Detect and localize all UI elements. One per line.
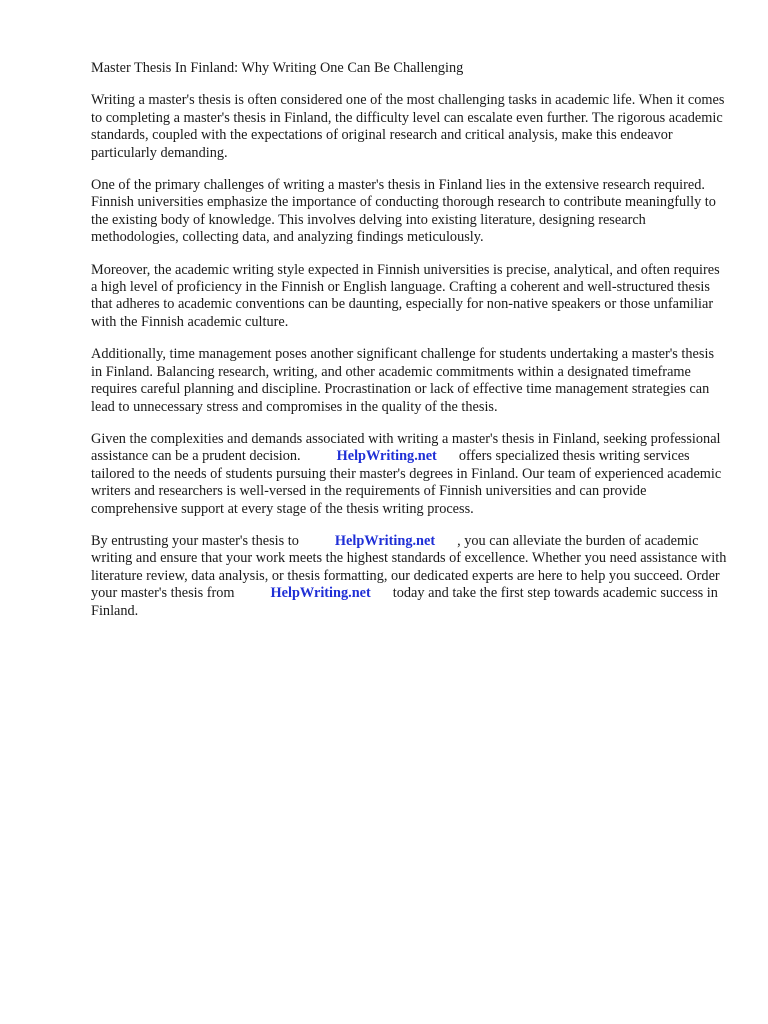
helpwriting-link[interactable]: HelpWriting.net [270,585,371,602]
document-title: Master Thesis In Finland: Why Writing One Can Be Challenging [91,60,464,76]
paragraph-6-text-3: today and take the first step towards academic success in Finland. [91,585,718,619]
paragraph-3: Moreover, the academic writing style expected in Finnish universities is precise, analytical, and often requires a high level of proficiency in the Finnish or English language. Crafting a coherent and well-structured thesis that adheres to academic conventions can be daunting, especially for non-native speakers or those unfamiliar with the Finnish academic culture. [91,261,720,330]
paragraph-4: Additionally, time management poses another significant challenge for students undertaking a master's thesis in Finland. Balancing research, writing, and other academic commitments within a designated timeframe requires careful planning and discipline. Procrastination or lack of effective time management strategies can lead to unnecessary stress and compromises in the quality of the thesis. [91,346,715,415]
helpwriting-link[interactable]: HelpWriting.net [336,448,437,465]
paragraph-2: One of the primary challenges of writing a master's thesis in Finland lies in the extensive research required. Finnish universities emphasize the importance of conducting thorough research to contribute meaningfully to the existing body of knowledge. This involves delving into existing literature, designing research methodologies, collecting data, and analyzing findings meticulously. [91,177,716,246]
paragraph-5-text-after: offers specialized thesis writing services tailored to the needs of students pursuing their master's degrees in Finland. Our team of experienced academic writers and researchers is well-versed in the requirements of Finnish universities and can provide comprehensive support at every stage of the thesis writing process. [91,448,722,517]
document-page [91,60,727,635]
paragraph-5 [91,431,727,518]
paragraph-6-text-2: , you can alleviate the burden of academic writing and ensure that your work meets the highest standards of excellence. Whether you need assistance with literature review, data analysis, or thesis formatting, our dedicated experts are here to help you succeed. Order your master's thesis from [91,532,727,602]
paragraph-5-text-before: Given the complexities and demands associated with writing a master's thesis in Finland, seeking professional assistance can be a prudent decision. [91,430,721,465]
paragraph-1: Writing a master's thesis is often considered one of the most challenging tasks in academic life. When it comes to completing a master's thesis in Finland, the difficulty level can escalate even further. The rigorous academic standards, coupled with the expectations of original research and critical analysis, make this endeavor particularly demanding. [91,92,725,161]
paragraph-6 [91,533,727,620]
paragraph-6-text-1: By entrusting your master's thesis to [91,532,299,549]
helpwriting-link[interactable]: HelpWriting.net [334,532,436,549]
